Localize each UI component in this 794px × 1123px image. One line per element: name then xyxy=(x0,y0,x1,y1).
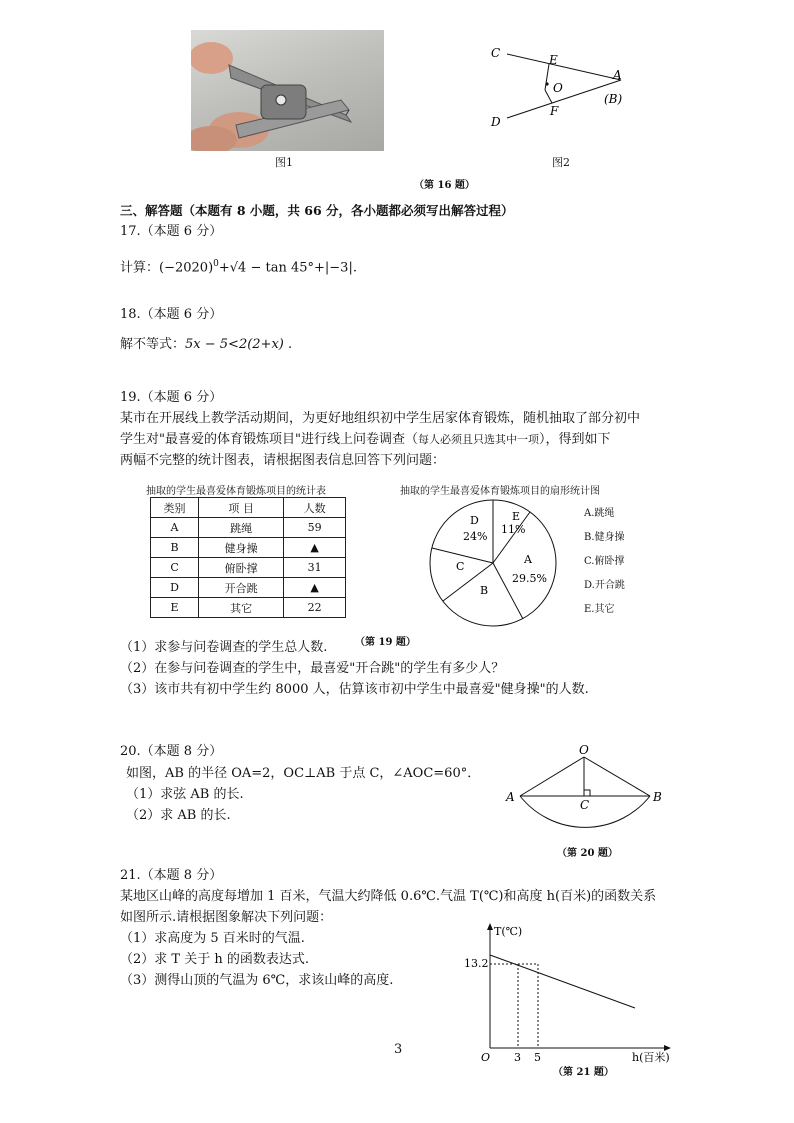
radius-OB xyxy=(584,757,650,796)
segment-EF xyxy=(545,64,549,90)
q18-inequality: 5x − 5<2(2+x) . xyxy=(185,337,293,352)
table-cell: D xyxy=(151,578,199,598)
q21-line1: 某地区山峰的高度每增加 1 百米，气温大约降低 0.6℃.气温 T(℃)和高度 h(百米)的函数关系 xyxy=(120,889,657,904)
radius-OA xyxy=(520,757,584,796)
q19-line2a: 学生对"最喜爱的体育锻炼项目"进行线上问卷调查（ xyxy=(120,432,418,447)
q19-pie-chart xyxy=(428,498,558,628)
table-header-cell: 项 目 xyxy=(199,498,284,518)
x-tick-5: 5 xyxy=(534,1051,541,1064)
q21-line-graph xyxy=(460,920,680,1070)
q20-sub1: （1）求弦 AB 的长. xyxy=(126,787,244,802)
q21-caption: （第 21 题） xyxy=(553,1067,614,1078)
legend-item: E.其它 xyxy=(584,604,615,615)
table-header-cell: 类别 xyxy=(151,498,199,518)
pie-label-C: C xyxy=(456,560,465,573)
section-title: 三、解答题（本题有 8 小题，共 66 分，各小题都必须写出解答过程） xyxy=(120,203,514,218)
label-C: C xyxy=(580,798,590,812)
label-B: (B) xyxy=(604,92,623,106)
point-O xyxy=(545,82,548,85)
pie-label-E: E xyxy=(512,510,521,523)
label-D: D xyxy=(491,115,501,129)
q19-stats-table xyxy=(150,497,346,618)
q21-sub3: （3）测得山顶的气温为 6℃，求该山峰的高度. xyxy=(120,973,394,988)
label-A: A xyxy=(613,68,622,82)
pie-label-D: D xyxy=(470,514,479,527)
label-F: F xyxy=(550,104,559,118)
problem16-caption: （第 16 题） xyxy=(414,180,475,191)
q21-header: 21.（本题 8 分） xyxy=(120,868,223,883)
table-cell: A xyxy=(151,518,199,538)
label-E: E xyxy=(549,53,558,67)
table-row xyxy=(151,578,346,598)
legend-item: D.开合跳 xyxy=(584,580,625,591)
line-CA xyxy=(507,54,621,80)
table-cell: B xyxy=(151,538,199,558)
table-cell: 开合跳 xyxy=(199,578,284,598)
q19-line2 xyxy=(120,429,680,450)
q21-line2: 如图所示.请根据图象解决下列问题： xyxy=(120,910,333,925)
table-cell: ▲ xyxy=(284,578,346,598)
pie-label-A-pct: 29.5% xyxy=(512,572,547,585)
legend-item: B.健身操 xyxy=(584,532,625,543)
label-B: B xyxy=(653,790,662,804)
q19-sub1: （1）求参与问卷调查的学生总人数. xyxy=(120,640,328,655)
page-number: 3 xyxy=(394,1042,403,1057)
clip-illustration xyxy=(191,30,384,151)
x-tick-3: 3 xyxy=(514,1051,521,1064)
table-cell: E xyxy=(151,598,199,618)
pie-label-E-pct: 11% xyxy=(501,523,526,536)
table-cell: ▲ xyxy=(284,538,346,558)
label-C: C xyxy=(491,46,501,60)
table-cell: 跳绳 xyxy=(199,518,284,538)
pie-label-B: B xyxy=(480,584,489,597)
q19-caption: （第 19 题） xyxy=(355,637,416,648)
q17-prompt: 计算： xyxy=(120,260,160,276)
q17-base: (−2020) xyxy=(159,260,214,276)
q19-sub3: （3）该市共有初中学生约 8000 人，估算该市初中学生中最喜爱"健身操"的人数. xyxy=(120,682,589,697)
pie-label-D-pct: 24% xyxy=(463,530,488,543)
temperature-line xyxy=(490,955,635,1008)
segment-OF xyxy=(545,90,552,103)
table-cell: 俯卧撑 xyxy=(199,558,284,578)
q18-expression xyxy=(120,335,292,355)
q21-sub2: （2）求 T 关于 h 的函数表达式. xyxy=(120,952,309,967)
table-cell: 其它 xyxy=(199,598,284,618)
q19-sub2: （2）在参与问卷调查的学生中，最喜爱"开合跳"的学生有多少人？ xyxy=(120,661,505,676)
legend-item: A.跳绳 xyxy=(584,508,615,519)
q19-pie-title: 抽取的学生最喜爱体育锻炼项目的扇形统计图 xyxy=(400,486,600,497)
table-cell: 健身操 xyxy=(199,538,284,558)
q17-sqrt-term: +√4 − tan 45°+ xyxy=(218,260,325,276)
q19-line1: 某市在开展线上教学活动期间，为更好地组织初中学生居家体育锻炼，随机抽取了部分初中 xyxy=(120,411,641,426)
label-A: A xyxy=(506,790,515,804)
origin-label: O xyxy=(481,1051,491,1064)
label-O: O xyxy=(579,743,589,757)
table-cell: 22 xyxy=(284,598,346,618)
q19-line2b: 每人必须且只选其中一项 xyxy=(417,433,539,446)
q19-text xyxy=(120,408,680,471)
q19-table-title: 抽取的学生最喜爱体育锻炼项目的统计表 xyxy=(146,486,326,497)
table-cell: 31 xyxy=(284,558,346,578)
table-cell: C xyxy=(151,558,199,578)
y-tick-13.2: 13.2 xyxy=(464,957,489,970)
pie-legend xyxy=(584,502,625,622)
table-header-row xyxy=(151,498,346,518)
y-axis-arrow xyxy=(487,923,493,930)
q19-subquestions xyxy=(120,637,589,700)
angle-figure xyxy=(485,40,645,130)
q20-line1: 如图，AB 的半径 OA=2，OC⊥AB 于点 C，∠AOC=60°． xyxy=(126,766,481,781)
q18-prompt: 解不等式： xyxy=(120,337,186,352)
q18-header: 18.（本题 6 分） xyxy=(120,307,223,322)
q21-sub1: （1）求高度为 5 百米时的气温. xyxy=(120,931,305,946)
y-axis-label: T(℃) xyxy=(494,925,523,938)
q19-line2c: ），得到如下 xyxy=(538,432,611,447)
table-row xyxy=(151,558,346,578)
q20-caption: （第 20 题） xyxy=(557,848,618,859)
clip-photo xyxy=(191,30,384,151)
q19-header: 19.（本题 6 分） xyxy=(120,390,223,405)
q20-header: 20.（本题 8 分） xyxy=(120,744,223,759)
q17-expression xyxy=(120,254,357,278)
table-row xyxy=(151,518,346,538)
q17-abs-term: |−3| xyxy=(324,260,353,276)
q17-header: 17.（本题 6 分） xyxy=(120,224,223,239)
legend-item: C.俯卧撑 xyxy=(584,556,625,567)
q20-text xyxy=(126,763,480,826)
table-row xyxy=(151,538,346,558)
table-header-cell: 人数 xyxy=(284,498,346,518)
table-cell: 59 xyxy=(284,518,346,538)
q19-line3: 两幅不完整的统计图表，请根据图表信息回答下列问题： xyxy=(120,453,446,468)
q17-exponent: 0 xyxy=(213,259,219,269)
q20-sub2: （2）求 AB 的长. xyxy=(126,808,231,823)
label-O: O xyxy=(553,81,563,95)
x-axis-label: h(百米) xyxy=(632,1051,670,1064)
table-row xyxy=(151,598,346,618)
right-angle-mark xyxy=(584,790,590,796)
q17-end: . xyxy=(352,260,357,276)
fig1-caption: 图1 xyxy=(275,156,293,169)
fig2-caption: 图2 xyxy=(552,156,570,169)
q20-arc-figure xyxy=(500,742,690,842)
pie-label-A: A xyxy=(524,553,532,566)
